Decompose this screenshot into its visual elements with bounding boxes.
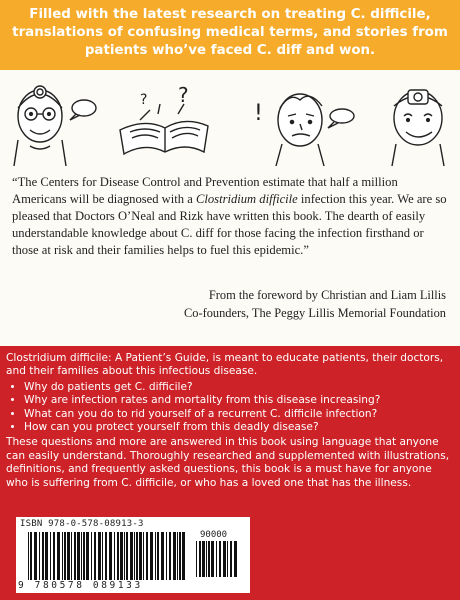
quote-attribution xyxy=(146,286,446,322)
barcode-bar xyxy=(105,532,107,580)
top-banner xyxy=(0,0,460,70)
list-item: • Why are infection rates and mortality from this disease increasing? xyxy=(24,394,454,407)
list-item: • How can you protect yourself from this deadly disease? xyxy=(24,421,454,434)
barcode-bar xyxy=(57,532,60,580)
barcode-bar xyxy=(199,541,201,577)
barcode-bar xyxy=(120,532,123,580)
barcode-bar xyxy=(139,532,142,580)
barcode-bar xyxy=(227,541,228,577)
barcode-bar xyxy=(216,541,217,577)
barcode-bar xyxy=(177,532,178,580)
quote-italic-term: Clostridium difficile xyxy=(195,192,298,206)
barcode-bar xyxy=(234,541,237,577)
description-intro: Clostridium difficile: A Patient’s Guide, is meant to educate patients, their doctors, and their families about this infectious disease. xyxy=(6,352,444,378)
price-barcode xyxy=(196,541,242,579)
banner-line-1: Filled with the latest research on treating C. difficile, xyxy=(29,7,431,22)
list-item: • Why do patients get C. difficile? xyxy=(24,381,454,394)
barcode-bar xyxy=(64,532,66,580)
description-closing: These questions and more are answered in this book using language that anyone can easily understand. Thoroughly researched and supplemented with illustrations, definitions, and frequently asked questions, this book is a must have for anyone who is suffering from C. difficile, or who has a loved one that has the illness. xyxy=(6,436,450,489)
barcode-bar xyxy=(206,541,207,577)
price-code: 90000 xyxy=(200,530,228,540)
barcode-bar xyxy=(62,532,63,580)
barcode-bar xyxy=(98,532,101,580)
barcode-bar xyxy=(157,532,159,580)
attribution-line-1: From the foreword by Christian and Liam Lillis xyxy=(208,288,446,302)
doctor-icon xyxy=(14,86,96,166)
barcode-bar xyxy=(134,532,135,580)
barcode-bar xyxy=(81,532,82,580)
barcode-bar xyxy=(42,532,44,580)
barcode-bar xyxy=(34,532,37,580)
ean-barcode xyxy=(28,532,188,582)
barcode-bar xyxy=(166,532,167,580)
barcode-bar xyxy=(208,541,210,577)
banner-line-2: translations of confusing medical terms, and stories from xyxy=(12,25,448,40)
barcode-bar xyxy=(102,532,103,580)
list-item: • What can you do to rid yourself of a recurrent C. difficile infection? xyxy=(24,408,454,421)
quote-text-end: infection this year. We are so pleased that Doctors O’Neal and Rizk have written this book. The dearth of easily understandable knowledge about C. diff for those facing the infection firsthand or those at risk and their families helps to fuel this epidemic.” xyxy=(12,192,447,257)
isbn-label: ISBN 978-0-578-08913-3 xyxy=(20,519,144,529)
barcode-bar xyxy=(114,532,115,580)
barcode-bar xyxy=(155,532,156,580)
barcode-bar xyxy=(130,532,133,580)
barcode-bar xyxy=(230,541,232,577)
foreword-quote xyxy=(12,174,452,259)
question-list xyxy=(6,381,454,435)
barcode-bar xyxy=(202,541,205,577)
barcode-bar xyxy=(94,532,96,580)
quote-text-start: “The Centers for Disease Control and Prevention estimate that half a million Americans will be diagnosed with a xyxy=(12,175,398,206)
cartoon-illustrations xyxy=(0,70,460,170)
barcode-bar xyxy=(28,532,29,580)
svg-text:!: ! xyxy=(254,101,263,126)
barcode-bar xyxy=(83,532,85,580)
barcode-bar xyxy=(161,532,164,580)
barcode-bar xyxy=(77,532,80,580)
barcode-bar xyxy=(50,532,51,580)
barcode-bar xyxy=(169,532,171,580)
barcode-bar xyxy=(179,532,181,580)
barcode-bar xyxy=(196,541,197,577)
barcode-bar xyxy=(124,532,125,580)
barcode-bar xyxy=(126,532,128,580)
barcode-bar xyxy=(39,532,40,580)
description-text xyxy=(6,352,454,490)
barcode-bar xyxy=(53,532,55,580)
barcode-bar xyxy=(182,532,185,580)
confused-patient-icon xyxy=(254,94,354,166)
barcode-bar xyxy=(146,532,148,580)
barcode-bar xyxy=(211,541,214,577)
doctor-with-headlamp-icon xyxy=(392,90,444,166)
barcode-bar xyxy=(71,532,72,580)
barcode-bar xyxy=(223,541,226,577)
banner-line-3: patients who’ve faced C. diff and won. xyxy=(84,43,376,58)
barcode-bar xyxy=(74,532,76,580)
attribution-line-2: Co-founders, The Peggy Lillis Memorial Foundation xyxy=(183,306,446,320)
barcode-bar xyxy=(30,532,32,580)
barcode-bar xyxy=(117,532,119,580)
barcode-bar xyxy=(143,532,144,580)
barcode-bar xyxy=(45,532,48,580)
barcode-bar xyxy=(150,532,153,580)
barcode-bar xyxy=(91,532,92,580)
barcode-bar xyxy=(86,532,89,580)
barcode-bar xyxy=(109,532,112,580)
open-book-icon xyxy=(120,83,208,154)
barcode-bar xyxy=(173,532,176,580)
barcode-bar xyxy=(219,541,221,577)
svg-text:?: ? xyxy=(178,83,189,107)
barcode-bar xyxy=(136,532,138,580)
svg-text:?: ? xyxy=(140,92,148,108)
ean-digits: 9 780578 089133 xyxy=(18,580,143,591)
barcode-bar xyxy=(67,532,70,580)
